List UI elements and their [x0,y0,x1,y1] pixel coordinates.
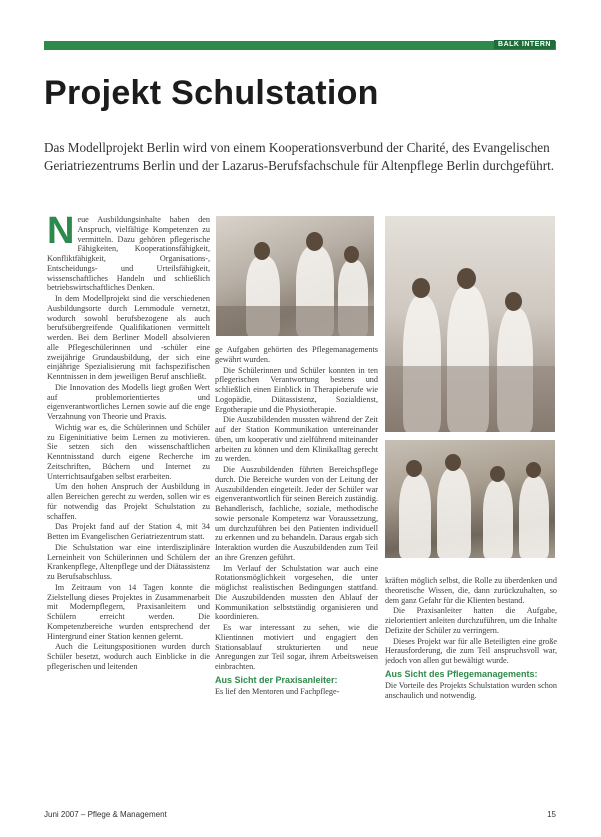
paragraph: In dem Modellprojekt sind die verschiedenen Ausbildungsorte durch Lernmodule vernetzt, wodurch sowohl berufsbezogene als auch berufsübergreifende Qualifikationen vermittelt werden. Bei dem Berliner Modell absolvieren alle Pflegeschülerinnen und -schüler eine zweijährige Grundausbildung, der sich eine einjährige Spezialisierung mit fachspezifischen Kenntnissen in dem jeweiligen Beruf anschließt. [47,294,210,381]
paragraph: Auch die Leitungspositionen wurden durch Schüler besetzt, wodurch auch Einblicke in die pflegerischen und leitenden [47,642,210,671]
photo-students-at-desk [216,216,374,336]
paragraph: Die Auszubildenden führten Bereichspflege durch. Die Bereiche wurden von der Leitung der Auszubildenden eingeteilt. Jeder der Schüler war eigenverantwortlich für seinen Bereich zuständig. Behandlerisch, fachliche, soziale, methodische sowie personale Kompetenz war Voraussetzung, um durchzuführen bei den Patienten individuell zu erkennen und zu behandeln. Daraus ergab sich Interaktion wurden die Auszubildenden zum Teil an ihre Grenzen geführt. [215,465,378,562]
paragraph: Die Auszubildenden mussten während der Zeit auf der Station Kommunikation untereinander üben, um kooperativ und zielführend miteinander arbeiten zu können und dem Klinikalltag gerecht zu werden. [215,415,378,464]
paragraph: Dieses Projekt war für alle Beteiligten eine große Herausforderung, die zum Teil anspruchsvoll war, jedoch von allen gut bewältigt wurde. [385,636,557,665]
subheading-pflegemanagement: Aus Sicht des Pflegemanagements: [385,668,538,679]
paragraph: Das Projekt fand auf der Station 4, mit 34 Betten im Evangelischen Geriatriezentrum statt. [47,522,210,541]
paragraph: eue Ausbildungsinhalte haben den Anspruch, vielfältige Kompetenzen zu vermitteln. Dazu gehören pflegerische Fähigkeiten, Kooperationsfähigkeit, Konfliktfähigkeit, Organisations-, Entscheidungs- und Urteilsfähigkeit, wissenschaftliches Handeln und schließlich betriebswirtschaftliches Denken. [47,215,210,293]
paragraph: Es lief den Mentoren und Fachpflege- [215,686,340,696]
subheading-praxisanleiter: Aus Sicht der Praxisanleiter: [215,674,338,685]
paragraph: Die Vorteile des Projekts Schulstation wurden schon anschaulich und notwendig. [385,680,557,700]
photo-nurses-at-counter [385,216,555,432]
paragraph: Im Zeitraum von 14 Tagen konnte die Zielstellung dieses Projektes in Zusammenarbeit mit Modernpflegern, Praxisanleitern und Schülern erreicht werden. Die Kompetenzbereiche wurden entsprechend der Hintergrund einer Station kennen gelernt. [47,582,210,641]
paragraph: Wichtig war es, die Schülerinnen und Schüler zu Eigeninitiative beim Lernen zu motivieren. Sie setzen sich den wissenschaftlichen Kenntnisstand durch eigene Recherche im Zeitschriften, Büchern und Internet zu Unterrichtsaufgaben selbst erarbeiten. [47,422,210,481]
article-title: Projekt Schulstation [44,74,379,112]
paragraph: kräften möglich selbst, die Rolle zu überdenken und theoretische Wissen, die, dann zurückzuhalten, so dem ganz Gefahr für die Klienten bestand. [385,576,557,605]
section-color-bar [44,41,556,50]
paragraph: Die Innovation des Modells liegt großen Wert auf problemorientiertes und eigenverantwortliches Lernen sowie auf die enge Verzahnung von Theorie und Praxis. [47,382,210,421]
section-label: BALK INTERN [494,40,555,49]
paragraph: Es war interessant zu sehen, wie die Klientinnen motiviert und engagiert den Stationsablauf strukturierten und neue Anregungen zur Teil sogar, ihrem Arbeitsweisen einbrachten. [215,623,378,671]
footer-publication: Juni 2007 – Pflege & Management [44,810,167,819]
paragraph: Die Praxisanleiter hatten die Aufgabe, zielorientiert anleiten durchzuführen, um die Inhalte Defizite der Schüler zu verringern. [385,606,557,635]
paragraph: Im Verlauf der Schulstation war auch eine Rotationsmöglichkeit vorgesehen, die unter möglichst realistischen Bedingungen stattfand. Die Auszubildenden mussten den Ablauf der Kommunikation selbstständig organisieren und koordinieren. [215,563,378,622]
paragraph: Die Schulstation war eine interdisziplinäre Lerneinheit von Schülerinnen und Schülern der Krankenpflege, Altenpflege und der Diätassistenz zu Berufsabschluss. [47,542,210,581]
article-lead: Das Modellprojekt Berlin wird von einem Kooperationsverbund der Charité, des Evangelischen Geriatriezentrums Berlin und der Lazarus-Berufsfachschule für Altenpflege Berlin durchgeführt. [44,140,555,173]
paragraph: Um den hohen Anspruch der Ausbildung in allen Bereichen gerecht zu werden, sollen wir es für notwendig das Projekt Schulstation zu schaffen. [47,482,210,521]
text-column-1 [47,215,210,805]
paragraph: Die Schülerinnen und Schüler konnten in ten pflegerischen Verantwortung bestens und schließlich einen Einblick in Therapieberufe wie Logopädie, Diätassistenz, Sozialdienst, Ergotherapie und die Physiotherapie. [215,365,378,414]
page-number: 15 [547,810,556,819]
photo-team-in-hallway [385,440,555,558]
text-column-3 [385,576,557,816]
paragraph: ge Aufgaben gehörten des Pflegemanagements gewährt wurden. [215,345,378,364]
text-column-2 [215,345,378,815]
drop-cap: N [47,215,75,252]
